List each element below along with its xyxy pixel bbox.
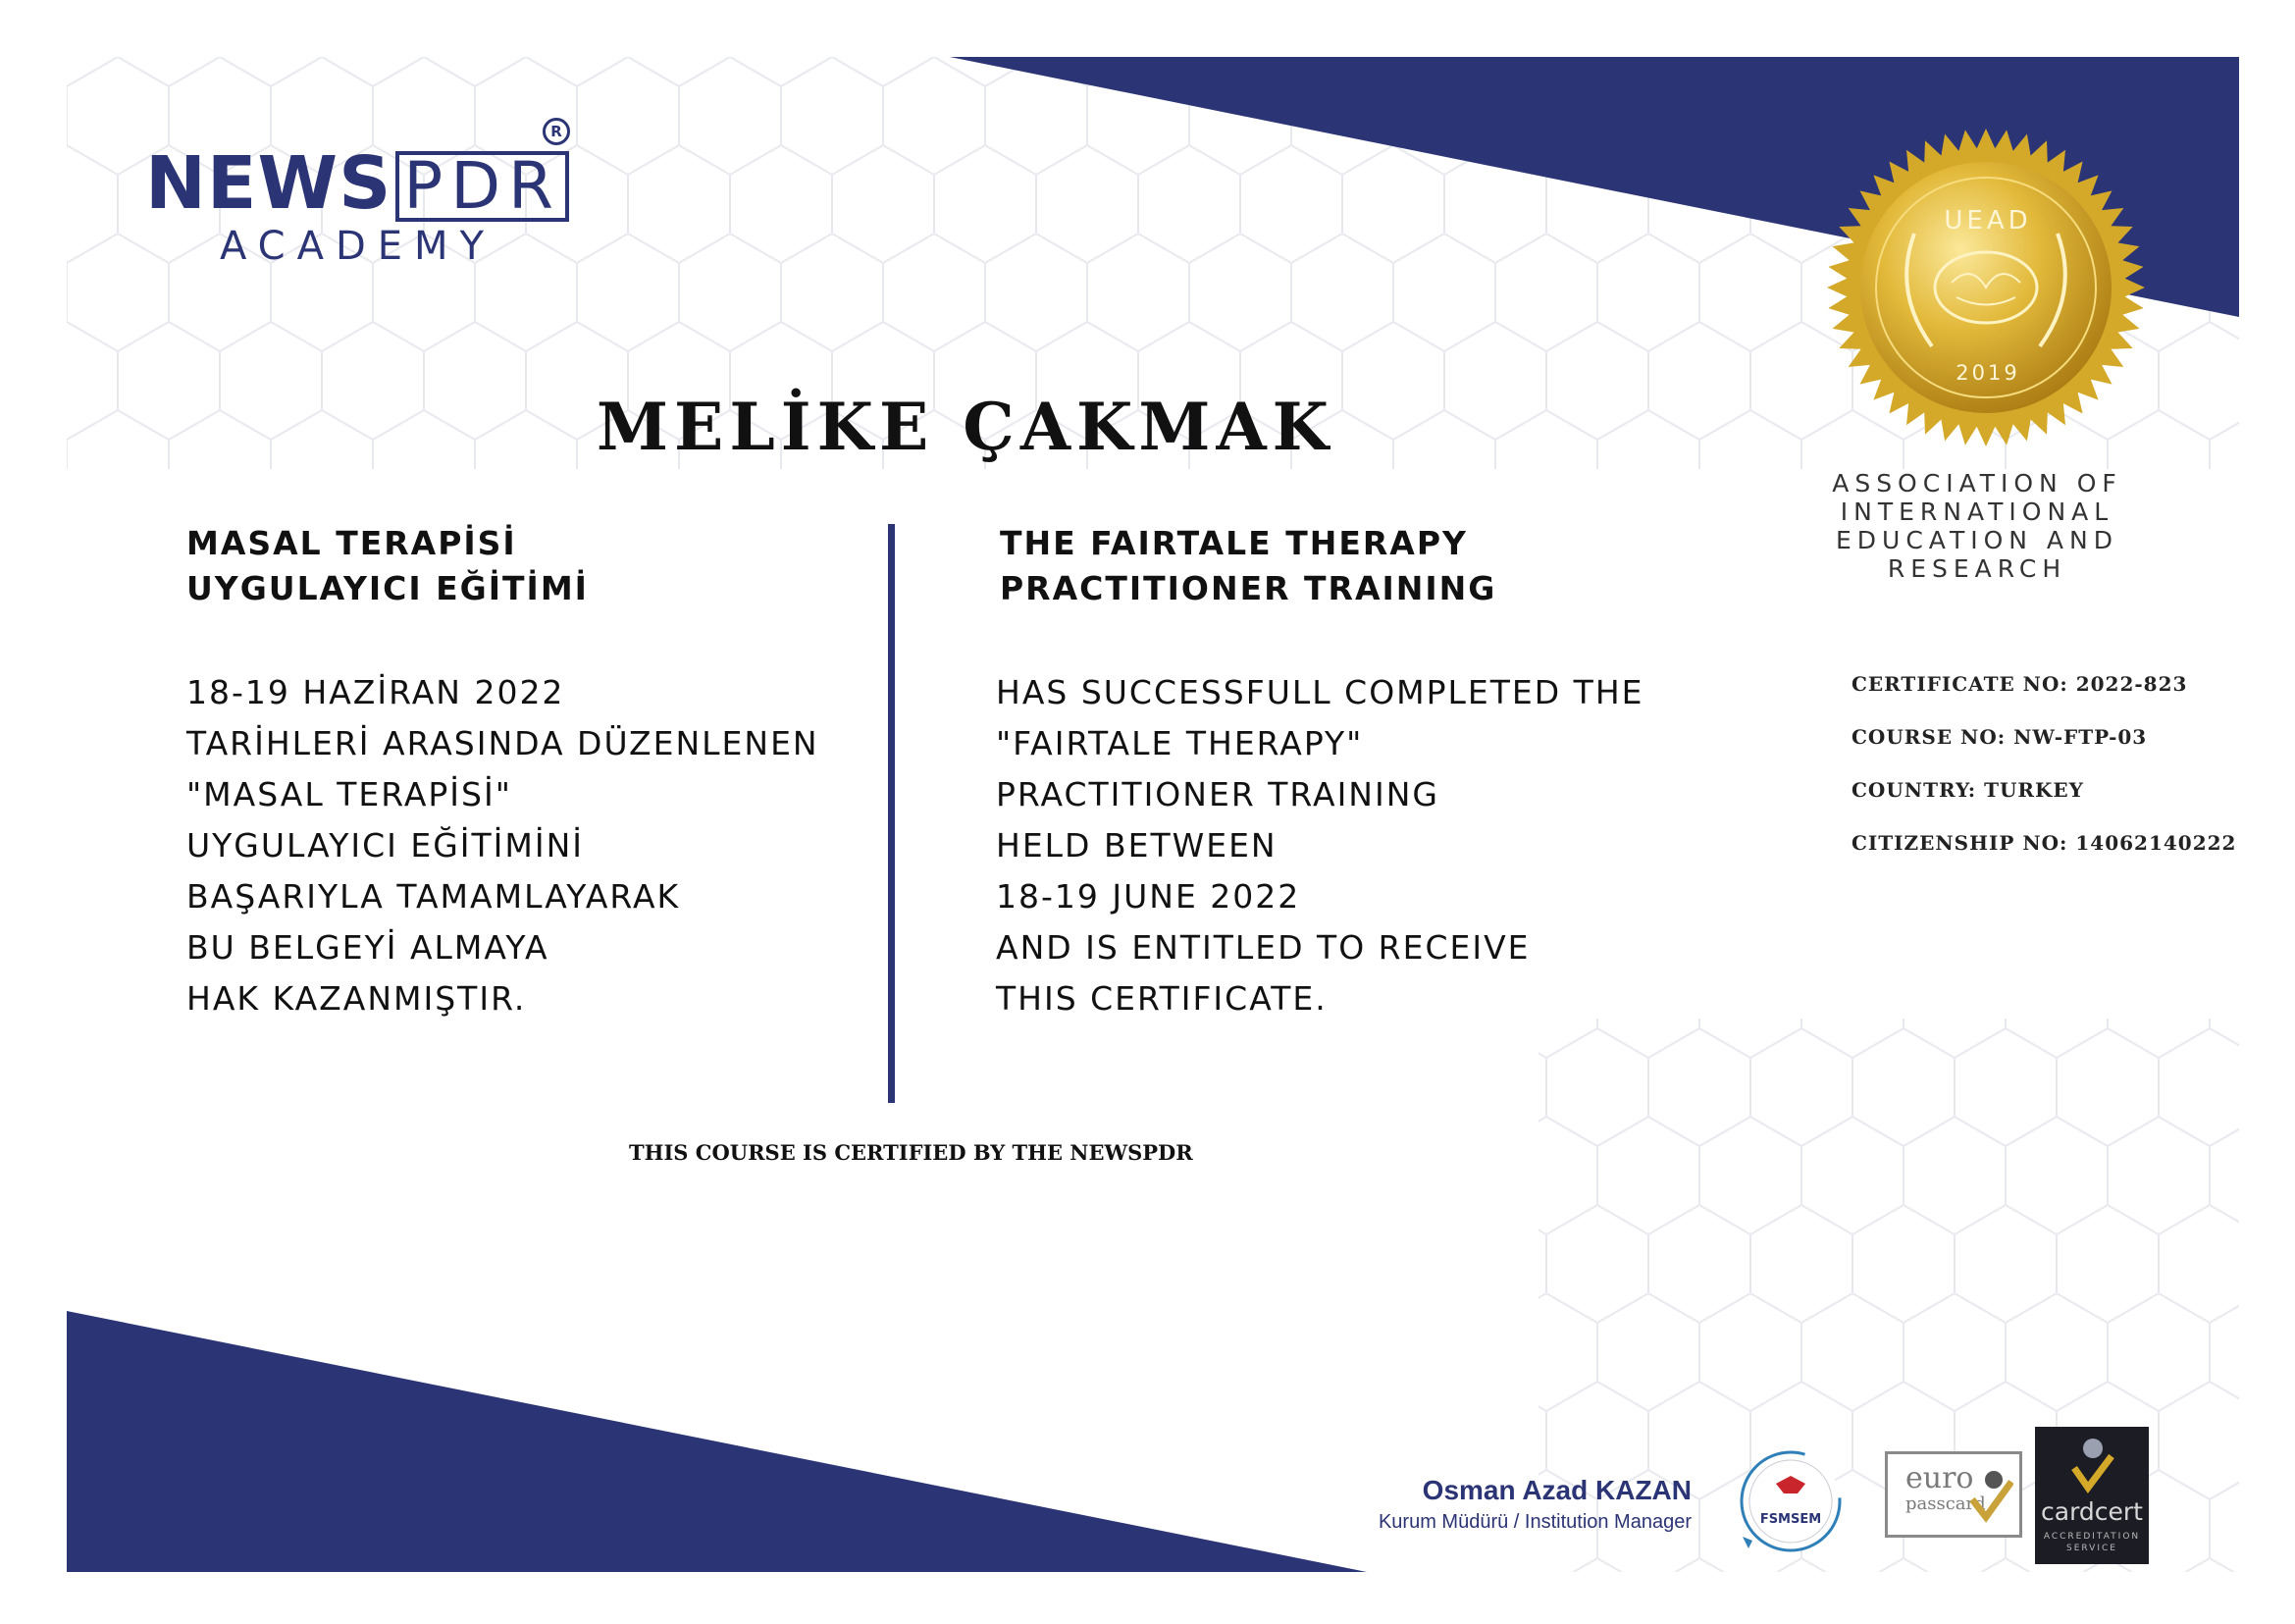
logo-news-text: NEWS xyxy=(145,141,392,226)
turkish-body-line: HAK KAZANMIŞTIR. xyxy=(186,979,527,1018)
bottom-left-wedge xyxy=(67,1311,1367,1572)
europass-sublabel: passcard xyxy=(1905,1493,1986,1514)
newspdr-logo xyxy=(145,141,569,226)
english-body-line: "FAIRTALE THERAPY" xyxy=(996,724,1364,762)
association-line: INTERNATIONAL xyxy=(1840,498,2114,526)
logo-academy-text: ACADEMY xyxy=(220,224,496,269)
turkish-body-line: BU BELGEYİ ALMAYA xyxy=(186,928,549,967)
cardcert-sublabel xyxy=(2035,1531,2149,1554)
fsmsem-logo xyxy=(1737,1442,1845,1566)
seal-year: 2019 xyxy=(1956,361,2020,385)
cardcert-logo xyxy=(2035,1427,2149,1564)
association-name xyxy=(1805,469,2149,583)
english-body-line: PRACTITIONER TRAINING xyxy=(996,775,1439,813)
gold-seal-icon xyxy=(1824,126,2148,449)
cardcert-label: cardcert xyxy=(2041,1497,2143,1526)
registered-mark-icon: R xyxy=(543,118,570,145)
turkish-body-line: BAŞARIYLA TAMAMLAYARAK xyxy=(186,877,681,916)
turkish-body-line: UYGULAYICI EĞİTİMİNİ xyxy=(186,826,585,864)
citizenship-number: CITIZENSHIP NO: 14062140222 xyxy=(1852,831,2237,855)
association-line: EDUCATION AND xyxy=(1836,526,2118,554)
association-line: RESEARCH xyxy=(1887,554,2067,583)
europass-label: euro xyxy=(1905,1461,1974,1495)
recipient-name: MELİKE ÇAKMAK xyxy=(597,389,1335,465)
country: COUNTRY: TURKEY xyxy=(1852,778,2084,802)
english-heading-line: PRACTITIONER TRAINING xyxy=(1000,569,1497,607)
association-line: ASSOCIATION OF xyxy=(1832,469,2122,498)
turkish-body-line: "MASAL TERAPİSİ" xyxy=(186,775,512,813)
turkish-body-line: TARİHLERİ ARASINDA DÜZENLENEN xyxy=(186,724,819,762)
english-body-line: 18-19 JUNE 2022 xyxy=(996,877,1301,916)
course-number: COURSE NO: NW-FTP-03 xyxy=(1852,725,2148,749)
signatory-title: Kurum Müdürü / Institution Manager xyxy=(1378,1511,1692,1533)
seal-title: UEAD xyxy=(1944,206,2032,236)
certified-by-text: THIS COURSE IS CERTIFIED BY THE NEWSPDR xyxy=(629,1140,1193,1165)
english-heading xyxy=(1000,521,1496,611)
english-body-line: THIS CERTIFICATE. xyxy=(996,979,1328,1018)
globe-check-icon xyxy=(2070,1435,2115,1493)
cardcert-sub-line: SERVICE xyxy=(2066,1544,2117,1553)
certificate xyxy=(67,57,2239,1572)
english-body xyxy=(996,667,1644,1024)
column-divider xyxy=(888,524,895,1103)
turkish-heading xyxy=(186,521,589,611)
certificate-number: CERTIFICATE NO: 2022-823 xyxy=(1852,672,2188,696)
turkish-body xyxy=(186,667,819,1024)
signatory-name: Osman Azad KAZAN xyxy=(1422,1475,1692,1505)
turkish-body-line: 18-19 HAZİRAN 2022 xyxy=(186,673,565,711)
fsmsem-label: FSMSEM xyxy=(1759,1512,1822,1527)
english-heading-line: THE FAIRTALE THERAPY xyxy=(1000,524,1468,562)
english-body-line: HAS SUCCESSFULL COMPLETED THE xyxy=(996,673,1644,711)
english-body-line: HELD BETWEEN xyxy=(996,826,1278,864)
checkmark-icon xyxy=(1968,1468,2013,1523)
certificate-details xyxy=(1852,657,2236,869)
turkish-heading-line: MASAL TERAPİSİ xyxy=(186,524,517,562)
europass-logo xyxy=(1885,1451,2022,1538)
english-body-line: AND IS ENTITLED TO RECEIVE xyxy=(996,928,1531,967)
cardcert-sub-line: ACCREDITATION xyxy=(2043,1532,2141,1542)
logo-pdr-text: PDR xyxy=(395,151,568,222)
turkish-heading-line: UYGULAYICI EĞİTİMİ xyxy=(186,569,589,607)
